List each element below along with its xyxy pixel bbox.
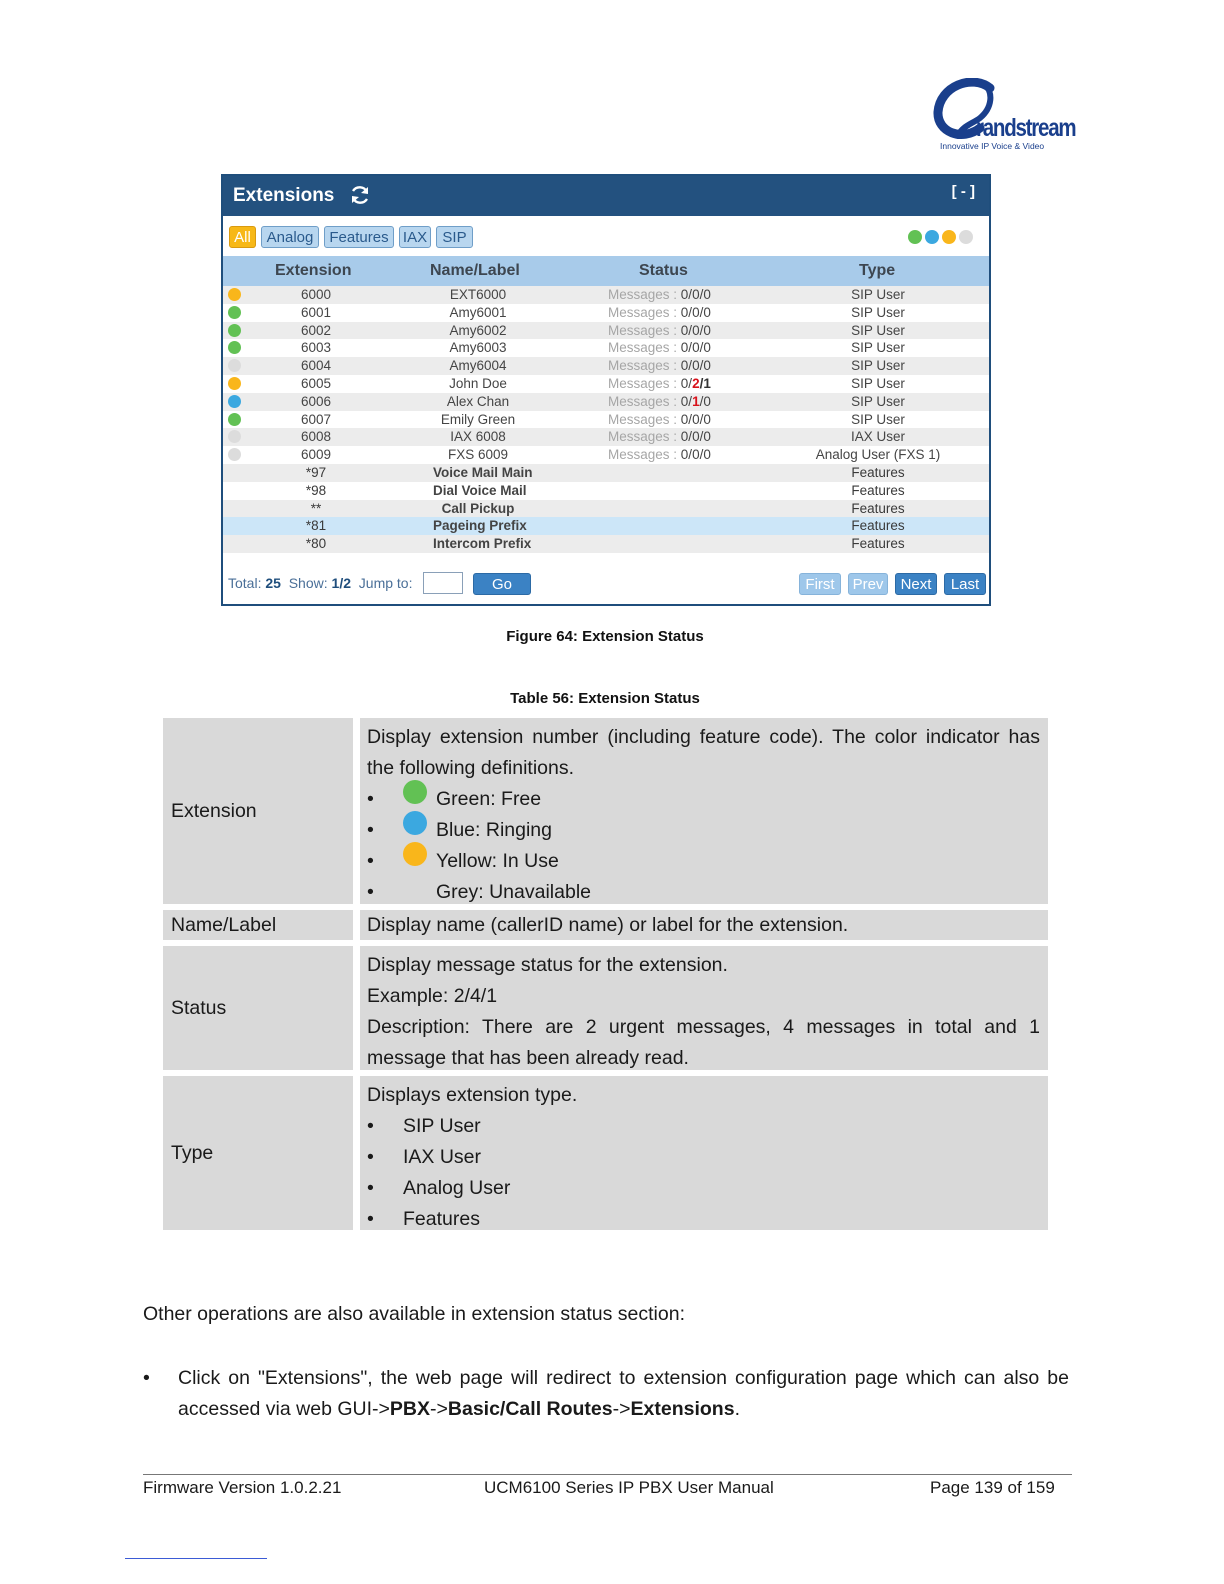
nav-prefix: accessed via web GUI-> [178,1398,390,1420]
desc-extension-line1: Display extension number (including feature code). The color indicator has [367,726,1040,748]
nav-sep2: -> [612,1398,631,1420]
cell-name: Dial Voice Mail [433,482,527,498]
bullet-green [367,784,1040,815]
operation-item [178,1363,1069,1425]
cell-name: Intercom Prefix [433,536,532,552]
table-header [223,256,989,286]
cell-extension[interactable]: *97 [305,464,327,480]
table-row[interactable] [223,446,989,464]
pagination-info [228,575,412,591]
table-row[interactable] [223,482,989,500]
table-row[interactable] [223,357,989,375]
status-part3: /0 [699,340,711,356]
status-part1: 0/ [680,322,693,338]
go-button[interactable]: Go [473,573,531,595]
status-label: Messages : [608,340,678,356]
cell-type: SIP User [851,322,905,338]
yellow-status-icon [228,288,241,301]
filter-tabs [223,216,989,256]
extensions-table-body [223,286,989,553]
bullet-yellow-text: Yellow: In Use [436,850,559,872]
status-part1: 0/ [680,340,693,356]
nav-extensions: Extensions [630,1398,735,1420]
prev-button[interactable]: Prev [848,573,888,595]
total-label: Total: [228,575,262,591]
status-label: Messages : [608,429,678,445]
cell-status [608,323,723,338]
cell-extension[interactable]: 6009 [300,447,332,463]
logo-word: randstream [976,114,1076,142]
desc-status-line3: Description: There are 2 urgent messages, 4 messages in total and 1 [367,1016,1040,1038]
desc-extension [360,718,1048,904]
figure-caption: Figure 64: Extension Status [506,628,704,645]
bullet-grey [367,877,1040,908]
bullet-blue [367,815,1040,846]
cell-status [608,305,723,320]
desc-name-label: Display name (callerID name) or label for the extension. [360,910,1048,940]
cell-name: Amy6004 [449,358,507,374]
green-dot-icon [908,230,922,244]
cell-extension[interactable]: *98 [305,482,327,498]
operation-line2 [178,1394,1069,1425]
status-legend [908,230,973,244]
show-label: Show: [288,575,328,591]
blue-indicator-icon [403,811,427,835]
collapse-button[interactable]: [ - ] [951,183,975,200]
bullet-features: • Features [367,1204,1040,1235]
footer-title: UCM6100 Series IP PBX User Manual [484,1478,774,1497]
bullet-mark: • [143,1367,150,1389]
grey-status-icon [228,448,241,461]
tab-iax[interactable]: IAX [399,226,431,248]
status-part2: 0 [692,358,700,374]
extensions-widget [221,174,991,606]
table-row[interactable] [223,517,989,535]
tab-analog[interactable]: Analog [261,226,319,248]
status-part2: 0 [692,447,700,463]
status-part1: 0/ [680,411,693,427]
label-type: Type [163,1076,353,1230]
yellow-status-icon [228,377,241,390]
cell-extension[interactable]: 6000 [300,287,332,302]
blue-status-icon [228,395,241,408]
cell-extension[interactable]: 6002 [300,322,332,338]
status-label: Messages : [608,411,678,427]
cell-status [608,287,723,302]
tab-all[interactable]: All [229,226,256,248]
widget-title[interactable]: Extensions [233,185,335,206]
table-caption: Table 56: Extension Status [510,690,700,707]
cell-type: SIP User [851,411,905,427]
cell-status [608,340,723,355]
cell-extension[interactable]: 6008 [300,429,332,445]
cell-name: Amy6001 [449,304,507,320]
cell-extension[interactable]: 6004 [300,358,332,374]
table-row[interactable] [223,286,989,304]
bullet-green-text: Green: Free [436,788,542,810]
operation-line1: Click on "Extensions", the web page will redirect to extension configuration page which can also be [178,1367,1069,1389]
nav-sep1: -> [430,1398,448,1420]
first-button[interactable]: First [799,573,841,595]
grey-status-icon [228,430,241,443]
status-part3: /0 [699,322,711,338]
status-part1: 0/ [680,287,693,302]
green-status-icon [228,324,241,337]
cell-type: IAX User [850,429,905,445]
status-part1: 0/ [680,447,693,463]
cell-status [608,376,723,391]
table-row[interactable] [223,304,989,322]
cell-type: SIP User [851,287,905,302]
cell-extension[interactable]: 6003 [300,340,332,356]
status-part2: 1 [692,393,700,409]
table-row[interactable] [223,375,989,393]
desc-status-line2: Example: 2/4/1 [367,985,498,1007]
cell-name: Pageing Prefix [433,518,527,534]
col-type[interactable]: Type [859,262,896,279]
table-row[interactable] [223,535,989,553]
cell-type: Features [851,464,905,480]
bullet-iax-user: • IAX User [367,1142,1040,1173]
grey-dot-icon [959,230,973,244]
cell-name: Call Pickup [441,500,515,516]
cell-status [608,429,723,444]
cell-status [608,447,723,462]
cell-extension[interactable]: 6007 [300,411,332,427]
status-part1: 0/ [680,304,693,320]
cell-name: IAX 6008 [450,429,506,445]
cell-type: SIP User [851,393,905,409]
status-part3: /0 [699,429,711,445]
cell-name: Amy6003 [449,340,507,356]
cell-type: Features [851,500,905,516]
status-label: Messages : [608,358,678,374]
status-part3: /0 [699,447,711,463]
status-part2: 0 [692,340,700,356]
cell-status [608,412,723,427]
cell-name: Amy6002 [449,322,507,338]
nav-end: . [734,1398,740,1420]
status-label: Messages : [608,447,678,463]
bullet-blue-text: Blue: Ringing [436,819,552,841]
cell-type: SIP User [851,358,905,374]
tab-features[interactable]: Features [324,226,394,248]
table-row[interactable] [223,428,989,446]
bullet-analog-user: • Analog User [367,1173,1040,1204]
cell-name: Emily Green [440,411,516,427]
bullet-grey-text: Grey: Unavailable [436,881,591,903]
desc-status-line4: message that has been already read. [367,1047,689,1069]
green-indicator-icon [403,780,427,804]
intro-paragraph: Other operations are also available in extension status section: [143,1303,685,1325]
status-part2: 0 [692,287,700,302]
table-row[interactable] [223,322,989,340]
yellow-dot-icon [942,230,956,244]
desc-status-line1: Display message status for the extension. [367,954,728,976]
blue-dot-icon [925,230,939,244]
cell-type: Features [851,482,905,498]
nav-pbx: PBX [389,1398,430,1420]
logo-tagline: Innovative IP Voice & Video [940,141,1045,151]
widget-header [223,176,989,216]
status-label: Messages : [608,322,678,338]
status-part1: 0/ [680,393,693,409]
desc-status [360,946,1048,1070]
status-part2: 2 [692,375,700,391]
bullet-sip-user: • SIP User [367,1111,1040,1142]
status-part3: /0 [699,393,711,409]
status-part3: /0 [699,411,711,427]
cell-name: Alex Chan [446,393,510,409]
status-part3: /0 [699,287,711,302]
status-part1: 0/ [680,375,693,391]
status-part3: /0 [699,358,711,374]
label-extension: Extension [163,718,353,904]
status-part1: 0/ [680,429,693,445]
footer-firmware: Firmware Version 1.0.2.21 [143,1478,342,1497]
table-row[interactable] [223,464,989,482]
cell-type: SIP User [851,340,905,356]
cell-extension[interactable]: *80 [305,536,327,552]
status-part3: /0 [699,304,711,320]
footer-page: Page 139 of 159 [930,1478,1055,1497]
page-indicator: 1/2 [331,575,351,591]
status-part3: /1 [699,375,711,391]
table-row[interactable] [223,500,989,518]
cell-status [608,394,723,409]
col-extension[interactable]: Extension [275,262,352,279]
table-row[interactable] [223,393,989,411]
cell-extension[interactable]: 6001 [300,304,332,320]
bullet-yellow [367,846,1040,877]
col-status[interactable]: Status [639,262,688,279]
cell-extension[interactable]: 6005 [300,375,332,391]
widget-footer [223,562,989,604]
status-label: Messages : [608,304,678,320]
cell-status [608,358,723,373]
cell-name: EXT6000 [449,287,507,302]
cell-name: Voice Mail Main [433,464,533,480]
bottom-link-underline [125,1558,267,1559]
status-label: Messages : [608,287,678,302]
table-row[interactable] [223,411,989,429]
grandstream-logo [932,78,1076,154]
cell-extension[interactable]: 6006 [300,393,332,409]
cell-type: SIP User [851,375,905,391]
cell-name: FXS 6009 [447,447,509,463]
next-button[interactable]: Next [895,573,937,595]
status-part1: 0/ [680,358,693,374]
jump-to-input[interactable] [423,572,463,594]
cell-type: Features [851,518,905,534]
jump-label: Jump to: [358,575,413,591]
grey-status-icon [228,359,241,372]
label-status: Status [163,946,353,1070]
footer-rule [143,1474,1072,1475]
tab-sip[interactable]: SIP [436,226,473,248]
status-part2: 0 [692,429,700,445]
cell-type: SIP User [851,304,905,320]
col-name-label[interactable]: Name/Label [430,262,520,279]
green-status-icon [228,306,241,319]
table-row[interactable] [223,339,989,357]
cell-name: John Doe [449,375,507,391]
status-part2: 0 [692,411,700,427]
refresh-icon[interactable] [349,184,371,206]
status-part2: 0 [692,322,700,338]
desc-type-line1: Displays extension type. [367,1084,578,1106]
last-button[interactable]: Last [944,573,986,595]
cell-extension[interactable]: *81 [305,518,327,534]
desc-type [360,1076,1048,1230]
cell-extension[interactable]: ** [310,500,322,516]
cell-type: Analog User (FXS 1) [815,447,941,463]
status-part2: 0 [692,304,700,320]
green-status-icon [228,413,241,426]
yellow-indicator-icon [403,842,427,866]
status-label: Messages : [608,393,678,409]
status-label: Messages : [608,375,678,391]
cell-type: Features [851,536,905,552]
nav-basic-call-routes: Basic/Call Routes [447,1398,613,1420]
green-status-icon [228,341,241,354]
label-name-label: Name/Label [163,910,353,940]
total-count: 25 [265,575,281,591]
desc-extension-line2: the following definitions. [367,757,575,779]
